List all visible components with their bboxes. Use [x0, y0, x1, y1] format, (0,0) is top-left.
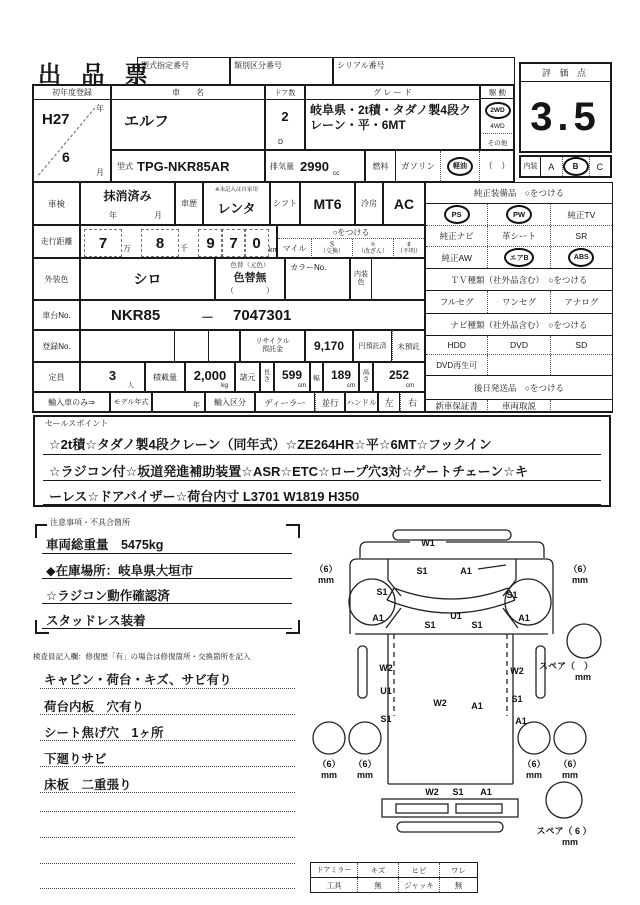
tool-none: 無: [358, 878, 399, 892]
model-designation-no-box: [137, 57, 230, 85]
drive-divider: [483, 133, 513, 134]
width-value: 189: [330, 368, 352, 382]
diagram-a1-left-door: A1: [372, 613, 384, 623]
mile-tamper-option: [353, 239, 394, 258]
model-code-cell: [111, 150, 265, 182]
navi-hdd: HDD: [426, 336, 488, 354]
diagram-a1-right-door: A1: [518, 613, 530, 623]
mileage-digit-5: 0: [244, 229, 269, 257]
class-division-no-label: 類別区分番号: [234, 61, 282, 70]
shaken-label-cell: 車検: [33, 182, 80, 225]
model-year-unit: 年: [193, 402, 200, 409]
tread-rear-right-inner-mm: mm: [525, 770, 543, 780]
capacity-unit: 人: [127, 382, 134, 389]
mirror-tool-table: [310, 862, 478, 893]
ps-circle: PS: [444, 205, 470, 224]
displacement-unit: cc: [332, 170, 340, 177]
diagram-w2-right-rail: W2: [510, 666, 524, 676]
first-registration-year-unit: 年: [96, 104, 104, 113]
recycle-label-cell: [240, 330, 305, 362]
history-value-cell: [203, 182, 270, 225]
load-value-cell: [185, 362, 235, 392]
notes-line-2: ◆在庫場所：岐阜県大垣市: [42, 557, 292, 579]
tread-rear-left-inner-mm: mm: [356, 770, 374, 780]
navi-type-header: ナビ種類（社外品含む） ○をつける: [426, 314, 612, 336]
score-label: 評 価 点: [521, 64, 610, 82]
score-value: 3.5: [530, 94, 601, 139]
spare-lower-label: スペア（ 6 ）: [536, 826, 592, 836]
chassis-dash: －: [201, 310, 215, 325]
capacity-value-cell: [80, 362, 145, 392]
equipment-navi: 純正ナビ: [426, 226, 488, 246]
chassis-value-cell: [80, 300, 425, 330]
inspector-section: [33, 651, 295, 896]
drive-2wd-selected: 2WD: [485, 102, 511, 119]
import-dealer-cell: ディーラー: [255, 392, 315, 413]
interior-grade-b: [563, 157, 590, 176]
rear-tire-right-inner: [518, 722, 550, 754]
cab-top-left: [360, 542, 410, 558]
chassis-prefix: NKR85: [111, 307, 161, 324]
abs-circle: ABS: [568, 248, 594, 267]
tv-analog: アナログ: [564, 297, 599, 307]
inspector-empty-line-3: [40, 839, 295, 864]
inspector-label: 検査員記入欄：修復歴「有」の場合は修復箇所・交換箇所を記入: [33, 652, 251, 661]
fuel-diesel-selected: [441, 151, 480, 181]
tread-front-left: （6）: [314, 564, 338, 574]
unknown-label: （不明）: [396, 248, 421, 255]
mileage-digit-1: 7: [84, 229, 122, 257]
height-value-cell: [373, 362, 425, 392]
import-type-label-cell: 輸入区分: [205, 392, 255, 413]
equipment-pw: [488, 204, 550, 225]
mileage-digit-3: 9: [198, 229, 223, 257]
rear-tire-left-inner: [349, 722, 381, 754]
tamper-label: （改ざん）: [357, 248, 388, 255]
recycle-label-line1: リサイクル: [255, 337, 290, 345]
handle-label-cell: ハンドル: [345, 392, 378, 413]
doors-sub: D: [278, 139, 284, 146]
model-designation-no-label: 型式指定番号: [141, 61, 189, 70]
model-year-value-cell: [152, 392, 205, 413]
displacement-label: 排気量: [270, 161, 294, 171]
exterior-color-value-cell: シロ: [80, 258, 215, 300]
displacement-value: 2990: [300, 158, 329, 174]
drive-cell: [480, 85, 515, 150]
diagram-w1-label: W1: [421, 538, 435, 548]
reg-divider-1: [174, 331, 175, 363]
equipment-ps: [426, 204, 488, 225]
shift-value-cell: MT6: [300, 182, 355, 225]
sales-points-box: [33, 415, 611, 507]
first-registration-month-unit: 月: [96, 168, 104, 177]
airbag-circle: エアB: [504, 248, 533, 267]
mileage-digit-4: 7: [221, 229, 246, 257]
tread-rear-left-outer: （6）: [317, 759, 341, 769]
notes-box: [35, 520, 300, 634]
repaint-paren: （ ）: [226, 286, 274, 295]
table-outline-left: [32, 84, 34, 413]
navi-empty-1: [488, 355, 550, 375]
capacity-value: 3: [108, 367, 117, 383]
equipment-header: 純正装備品 ○をつける: [426, 183, 612, 204]
mirror-break: ワレ: [451, 865, 466, 875]
unknown-symbol: ♯: [407, 241, 411, 249]
jack-label: ジャッキ: [399, 878, 440, 892]
import-only-label-cell: 輸入車のみ⇒: [33, 392, 110, 413]
width-value-cell: [323, 362, 359, 392]
mile-unknown-option: [394, 239, 424, 258]
inspector-line-2: 荷台内板 穴有り: [40, 690, 295, 715]
model-code-value: TPG-NKR85AR: [137, 158, 230, 174]
inspector-empty-line-2: [40, 813, 295, 838]
load-label-cell: 積載量: [145, 362, 185, 392]
class-division-no-box: [230, 57, 333, 85]
handle-right-cell: 右: [400, 392, 425, 413]
handle-left-cell: 左: [378, 392, 400, 413]
navi-sd: SD: [575, 340, 588, 350]
width-unit: cm: [347, 383, 355, 389]
equipment-abs: [551, 247, 612, 268]
navi-empty-2: [551, 355, 612, 375]
spare-upper-mm: mm: [574, 672, 592, 682]
tread-front-right-mm: mm: [571, 575, 589, 585]
rear-bumper-inner-left: [396, 804, 448, 813]
load-unit: kg: [221, 382, 228, 389]
diagram-s1-left-rail: S1: [380, 714, 392, 724]
first-registration-cell: [33, 85, 111, 182]
notes-line-4: スタッドレス装着: [42, 607, 292, 629]
inspector-empty-line-4: [40, 865, 295, 889]
chassis-label-cell: 車台No.: [33, 300, 80, 330]
shaken-value: 抹消済み: [103, 188, 152, 203]
grade-cell: [305, 85, 480, 150]
windshield-arc-top: [394, 588, 508, 599]
shaken-value-cell: [80, 182, 175, 225]
car-name-value: エルフ: [124, 113, 170, 130]
capacity-label-cell: 定員: [33, 362, 80, 392]
diagram-w2-bed-center: W2: [433, 698, 447, 708]
inspector-line-1: キャビン・荷台・キズ、サビ有り: [40, 664, 295, 689]
rear-tire-left-outer: [313, 722, 345, 754]
model-year-label-cell: モデル年式: [110, 392, 152, 413]
equipment-tv: 純正TV: [567, 209, 596, 220]
fuel-cell: [365, 150, 515, 182]
drive-other: その他: [487, 139, 508, 147]
diagram-a1-bed-center: A1: [471, 701, 483, 711]
doors-cell: [265, 85, 305, 150]
inspector-line-4: 下廻りサビ: [40, 742, 295, 767]
height-unit: cm: [406, 383, 414, 389]
shift-label-cell: シフト: [270, 182, 300, 225]
tread-rear-right-outer-mm: mm: [561, 770, 579, 780]
mile-check-cell: [277, 225, 425, 258]
equipment-leather: 革シート: [488, 226, 550, 246]
table-outline-right-upper: [513, 84, 515, 182]
tread-front-right: （6）: [568, 564, 592, 574]
mile-option: マイル: [278, 239, 312, 258]
diagram-s1-right-door: S1: [506, 590, 518, 600]
exchange-symbol: ＄: [328, 241, 336, 249]
inspector-line-3: シート焦げ穴 1ヶ所: [40, 716, 295, 741]
cab-top-right: [446, 542, 544, 558]
diagram-s1-rear: S1: [452, 787, 464, 797]
cab-roof-bar: [393, 530, 511, 540]
inspector-empty-line-1: [40, 793, 295, 812]
side-guard-left: [358, 646, 367, 698]
tamper-symbol: ＊: [369, 241, 377, 249]
spare-tire-upper: [567, 624, 601, 658]
recycle-deposited-cell: 円預託済: [353, 330, 392, 362]
tread-rear-left-outer-mm: mm: [320, 770, 338, 780]
a1-pointer-line: [478, 565, 506, 569]
chassis-serial: 7047301: [233, 307, 292, 324]
tread-front-left-mm: mm: [317, 575, 335, 585]
mileage-label-cell: 走行距離: [33, 225, 80, 258]
length-value: 599: [281, 368, 303, 382]
fuel-other: （ ）: [484, 161, 510, 171]
doors-label: ドア数: [266, 86, 304, 100]
rear-bumper-inner-right: [456, 804, 502, 813]
spare-tire-lower: [546, 782, 582, 818]
diagram-a1-cab-top: A1: [460, 566, 472, 576]
side-guard-right: [536, 646, 545, 698]
rear-bumper-bar: [397, 822, 503, 832]
first-registration-month: 6: [62, 149, 70, 165]
diagram-a1-right-rail: A1: [515, 716, 527, 726]
mileage-digit-2: 8: [141, 229, 179, 257]
exchange-label: （交換）: [319, 248, 344, 255]
diagram-s1-cab-top: S1: [416, 566, 428, 576]
diagram-u1-left-rail: U1: [380, 686, 392, 696]
tool-label: 工具: [311, 878, 358, 892]
cooling-value-cell: AC: [383, 182, 425, 225]
tv-type-header: ＴＶ種類（社外品含む） ○をつける: [426, 269, 612, 291]
doors-value: 2: [281, 108, 289, 124]
spare-lower-mm: mm: [561, 837, 579, 847]
table-outline-top: [32, 84, 515, 86]
diagram-a1-rear: A1: [480, 787, 492, 797]
sales-line-2: ☆ラジコン付☆坂道発進補助装置☆ASR☆ETC☆ロープ穴3対☆ゲートチェーン☆キ: [43, 455, 601, 481]
diagram-u1-windshield: U1: [450, 611, 462, 621]
car-name-label: 車 名: [112, 86, 264, 100]
tread-rear-right-inner: （6）: [522, 759, 546, 769]
fuel-diesel-circle: 軽油: [447, 157, 473, 176]
grade-value: 岐阜県・2t積・タダノ製4段クレーン・平・6MT: [310, 103, 471, 132]
navi-dvd: DVD: [488, 336, 550, 354]
interior-grade-b-circle: B: [563, 157, 589, 176]
length-label-cell: 長さ: [260, 362, 274, 392]
serial-no-box: [333, 57, 515, 85]
spare-upper-label: スペア（ ）: [538, 661, 594, 671]
interior-grade-box: [519, 155, 612, 178]
mirror-scratch: キズ: [358, 863, 399, 877]
drive-label: 駆 動: [481, 86, 514, 99]
displacement-cell: [265, 150, 365, 182]
recycle-label-line2: 預託金: [262, 346, 283, 353]
grade-label: グ レ ー ド: [306, 86, 479, 100]
car-name-cell: [111, 85, 265, 150]
interior-color-cell: [350, 258, 425, 300]
diagram-s1-left-door: S1: [376, 587, 388, 597]
load-value: 2,000: [193, 367, 227, 383]
recycle-not-deposited-cell: 未預託: [392, 330, 425, 362]
jack-none: 無: [454, 880, 463, 890]
first-registration-year: H27: [42, 111, 70, 128]
door-mirror-label: ドアミラー: [311, 863, 358, 877]
pw-circle: PW: [506, 205, 532, 224]
damage-diagram: [298, 516, 640, 862]
mile-exchange-option: [312, 239, 353, 258]
mirror-crack: ヒビ: [399, 863, 440, 877]
mileage-unit: km: [269, 247, 279, 254]
navi-dvd-play: DVD再生可: [426, 355, 488, 375]
recycle-value-cell: 9,170: [305, 330, 353, 362]
exterior-color-label-cell: 外装色: [33, 258, 80, 300]
shaken-month-unit: 月: [154, 211, 162, 220]
width-label-cell: 幅: [310, 362, 323, 392]
inspector-line-5: 床板 二重張り: [40, 768, 295, 793]
sales-line-3: ーレス☆ドアバイザー☆荷台内寸 L3701 W1819 H350: [43, 481, 601, 505]
length-value-cell: [274, 362, 310, 392]
diagram-s1-windshield-left: S1: [424, 620, 436, 630]
score-box: [519, 62, 612, 153]
equipment-sr: SR: [575, 231, 588, 241]
height-label-cell: 高さ: [359, 362, 373, 392]
interior-grade-a: A: [541, 157, 563, 176]
diagram-w2-left-rail: W2: [379, 663, 393, 673]
rear-bumper-outer: [382, 799, 518, 817]
mileage-man: 万: [123, 244, 131, 253]
table-outline-bottom: [32, 411, 613, 413]
history-label-cell: 車歴: [175, 182, 203, 225]
drive-4wd: 4WD: [490, 122, 505, 130]
tv-fullseg: フルセグ: [426, 291, 488, 313]
equipment-column: [425, 182, 613, 413]
repaint-value: 色替無: [233, 272, 267, 284]
color-no-cell: [285, 258, 350, 300]
diagram-s1-windshield-right: S1: [471, 620, 483, 630]
diagram-w2-rear: W2: [425, 787, 439, 797]
spec-label-cell: 諸元: [235, 362, 260, 392]
equipment-aw: 純正AW: [426, 247, 488, 268]
diagram-s1-right-rail: S1: [511, 694, 523, 704]
color-no-label: カラーNo.: [290, 263, 327, 272]
notes-line-3: ☆ラジコン動作確認済: [42, 582, 292, 604]
model-code-label: 型式: [117, 161, 133, 171]
mileage-sen: 千: [180, 244, 188, 253]
cooling-label-cell: 冷房: [355, 182, 383, 225]
serial-no-label: シリアル番号: [337, 61, 385, 70]
rear-tire-right-outer: [554, 722, 586, 754]
mileage-digits-cell: [80, 225, 277, 258]
later-shipment-header: 後日発送品 ○をつける: [426, 376, 612, 400]
reg-divider-2: [208, 331, 209, 363]
equipment-airbag: [488, 247, 550, 268]
import-parallel-cell: 並行: [315, 392, 345, 413]
page-title: 出 品 票: [38, 61, 155, 87]
tread-rear-left-inner: （6）: [353, 759, 377, 769]
interior-label: 内装: [521, 157, 541, 176]
interior-color-label: 内装色: [351, 259, 372, 299]
shaken-year-unit: 年: [109, 211, 117, 220]
notes-label: 注意事項・不具合箇所: [47, 517, 133, 528]
sales-line-1: ☆2t積☆タダノ製4段クレーン（同年式）☆ZE264HR☆平☆6MT☆フックイン: [43, 429, 601, 455]
history-value: レンタ: [217, 200, 256, 216]
first-registration-label: 初年度登録: [34, 86, 110, 100]
fuel-label: 燃料: [366, 151, 396, 181]
tv-oneseg: ワンセグ: [488, 291, 550, 313]
registration-no-value-cell: [80, 330, 240, 362]
fuel-gasoline: ガソリン: [396, 151, 441, 181]
mile-circle-note: ○をつける: [278, 226, 424, 239]
notes-line-1: 車両総重量 5475kg: [42, 532, 292, 554]
repaint-label: 色替（元色）: [230, 262, 270, 269]
repaint-cell: [215, 258, 285, 300]
height-value: 252: [388, 368, 410, 382]
interior-grade-c: C: [596, 161, 603, 172]
sales-points-label: セールスポイント: [45, 419, 109, 428]
length-unit: cm: [298, 383, 306, 389]
registration-no-label-cell: 登録No.: [33, 330, 80, 362]
tread-rear-right-outer: （6）: [558, 759, 582, 769]
later-manual: 車両取説: [488, 400, 550, 412]
history-note: ※未記入は自家用: [214, 186, 259, 193]
later-warranty: 新車保証書: [426, 400, 488, 412]
